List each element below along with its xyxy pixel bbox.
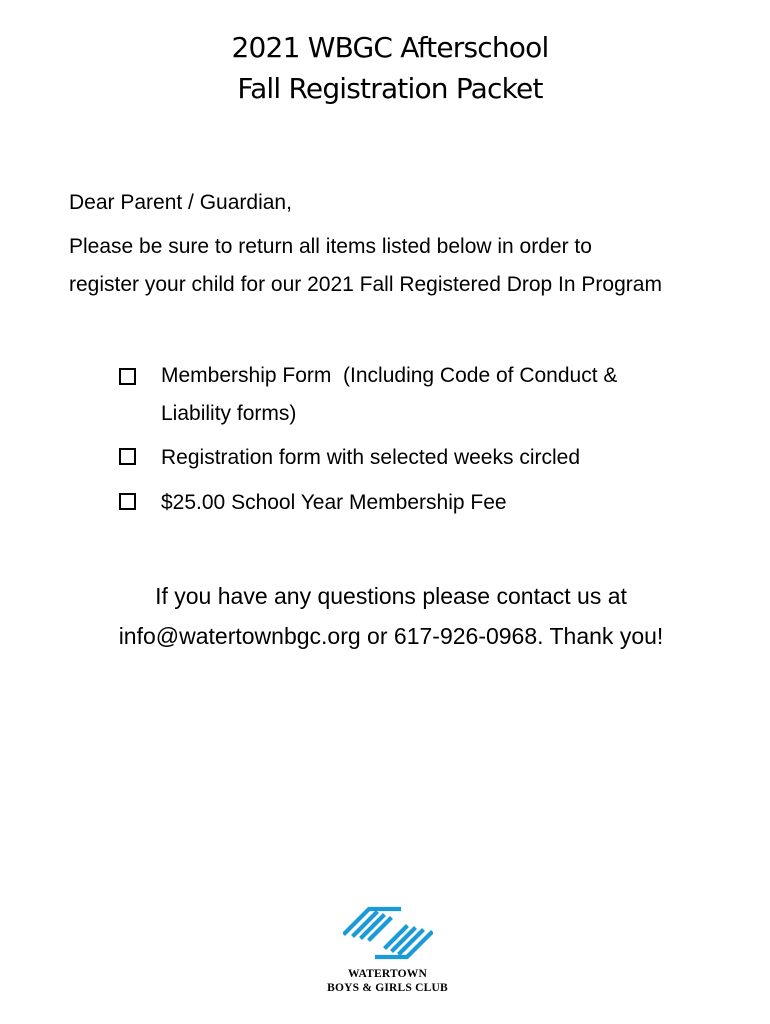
contact-connector: or xyxy=(360,623,394,649)
registration-form-checkbox[interactable] xyxy=(119,448,136,465)
membership-form-checkbox[interactable] xyxy=(119,368,136,385)
contact-thanks: . Thank you! xyxy=(537,623,664,649)
checklist-item-text: Membership Form (Including Code of Conduct & xyxy=(161,364,618,387)
greeting: Dear Parent / Guardian, xyxy=(69,191,292,214)
logo-text-line1: WATERTOWN xyxy=(348,968,427,980)
contact-line2 xyxy=(0,625,770,648)
contact-phone: 617-926-0968 xyxy=(393,623,538,649)
contact-line1: If you have any questions please contact us at xyxy=(155,583,627,609)
page-title-line1: 2021 WBGC Afterschool xyxy=(231,31,549,64)
watertown-bgc-logo xyxy=(315,905,460,997)
checklist-item-text: Registration form with selected weeks circled xyxy=(161,446,580,469)
page-title-line2: Fall Registration Packet xyxy=(237,72,543,105)
intro-line1: Please be sure to return all items listed below in order to xyxy=(69,235,592,258)
checklist-item-text: $25.00 School Year Membership Fee xyxy=(161,491,507,514)
checklist-item-text-continued: Liability forms) xyxy=(161,402,297,425)
membership-fee-checkbox[interactable] xyxy=(119,493,136,510)
boys-girls-club-hands-icon xyxy=(343,905,433,963)
intro-line2: register your child for our 2021 Fall Registered Drop In Program xyxy=(69,273,662,296)
contact-email-link[interactable]: info@watertownbgc.org xyxy=(118,623,361,649)
logo-text-line2: BOYS & GIRLS CLUB xyxy=(327,982,448,994)
